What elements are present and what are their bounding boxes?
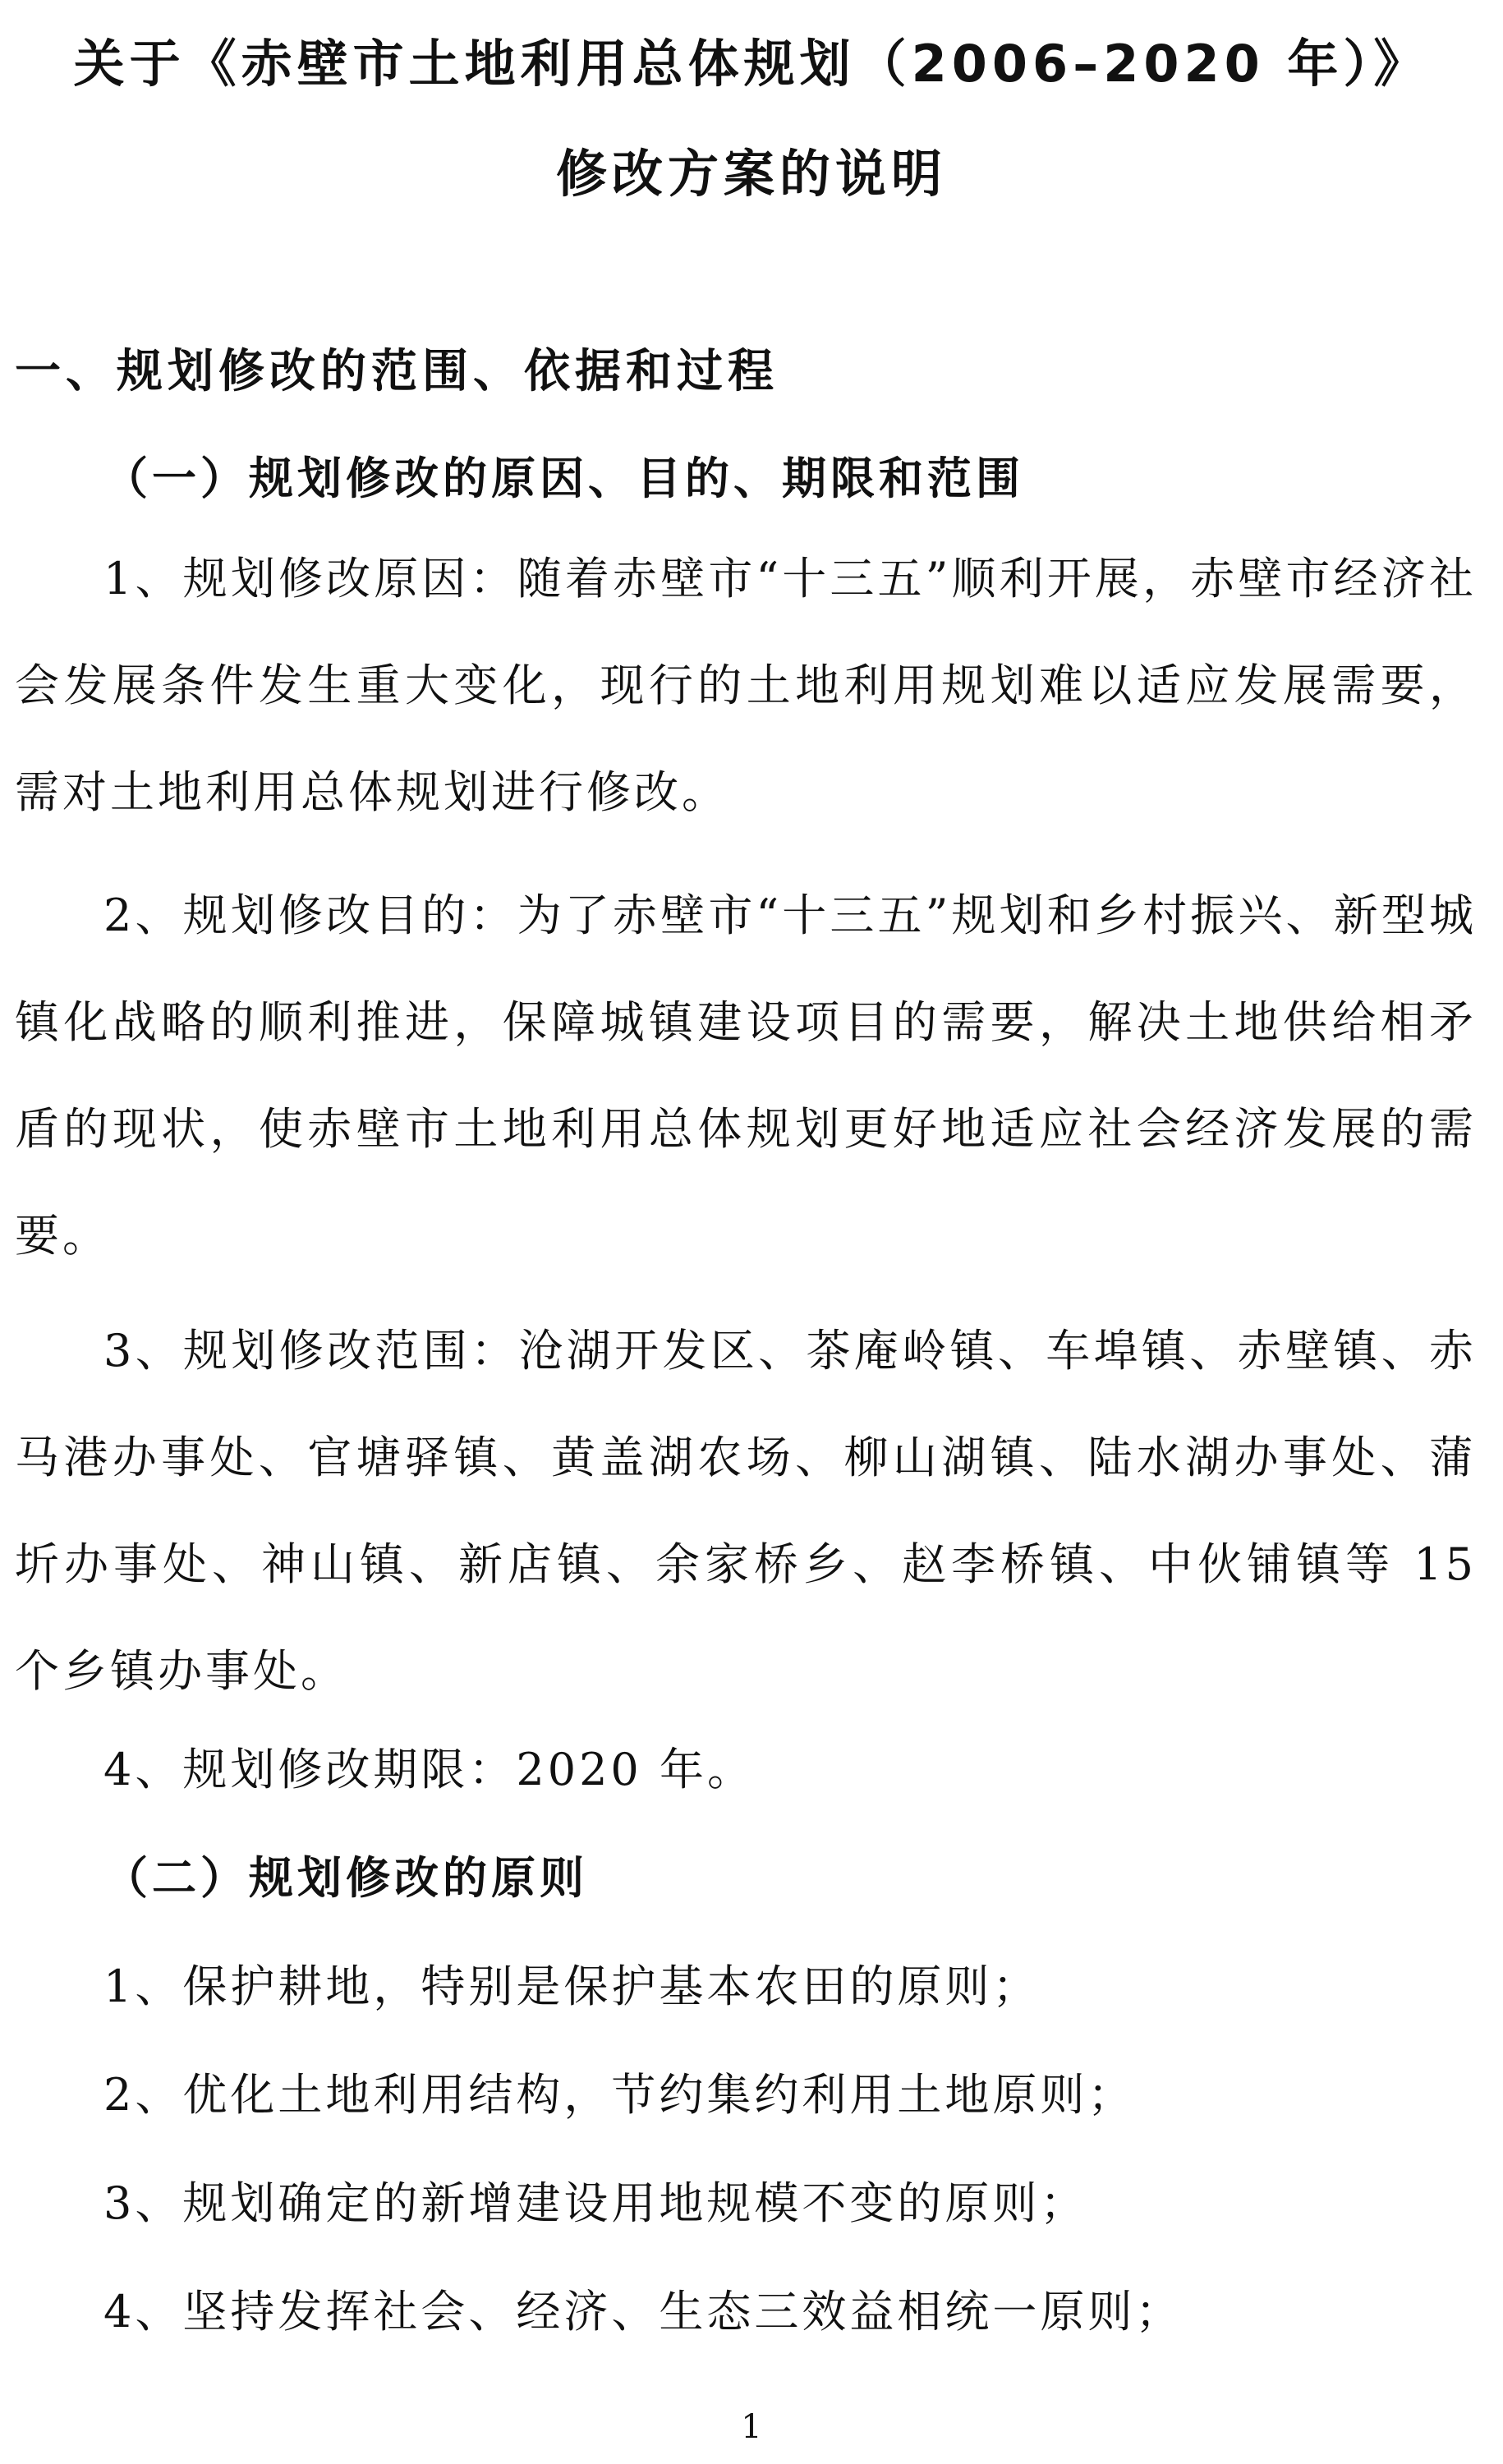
item3-paragraph: 3、规划修改范围：沧湖开发区、茶庵岭镇、车埠镇、赤壁镇、赤马港办事处、官塘驿镇、黄盖湖农场、柳山湖镇、陆水湖办事处、蒲圻办事处、神山镇、新店镇、余家桥乡、赵李桥镇、中伙铺镇等 15 个乡镇办事处。: [15, 1325, 1477, 1697]
item3-paragraph-block: [15, 1298, 1477, 1725]
principle-item: 1、保护耕地，特别是保护基本农田的原则；: [103, 1961, 1041, 2012]
subsection1-heading: （一）规划修改的原因、目的、期限和范围: [103, 453, 1024, 504]
item2-paragraph: 2、规划修改目的：为了赤壁市“十三五”规划和乡村振兴、新型城镇化战略的顺利推进，保障城镇建设项目的需要，解决土地供给相矛盾的现状，使赤壁市土地利用总体规划更好地适应社会经济发展的需要。: [15, 890, 1477, 1262]
item4-line: 4、规划修改期限：2020 年。: [103, 1744, 755, 1795]
document-title-line1: 关于《赤壁市土地利用总体规划（2006–2020 年）》: [73, 34, 1430, 94]
principle-item: 2、优化土地利用结构，节约集约利用土地原则；: [103, 2069, 1136, 2121]
principle-item: 3、规划确定的新增建设用地规模不变的原则；: [103, 2177, 1088, 2229]
page-number: 1: [741, 2408, 762, 2446]
item2-paragraph-block: [15, 862, 1477, 1289]
item1-paragraph: 1、规划修改原因：随着赤壁市“十三五”顺利开展，赤壁市经济社会发展条件发生重大变化，现行的土地利用规划难以适应发展需要，需对土地利用总体规划进行修改。: [15, 553, 1477, 818]
item1-paragraph-block: [15, 526, 1477, 846]
subsection2-heading: （二）规划修改的原则: [103, 1852, 588, 1904]
principle-item: 4、坚持发挥社会、经济、生态三效益相统一原则；: [103, 2286, 1184, 2338]
section1-heading: 一、规划修改的范围、依据和过程: [15, 345, 779, 398]
document-title-line2: 修改方案的说明: [555, 144, 947, 204]
